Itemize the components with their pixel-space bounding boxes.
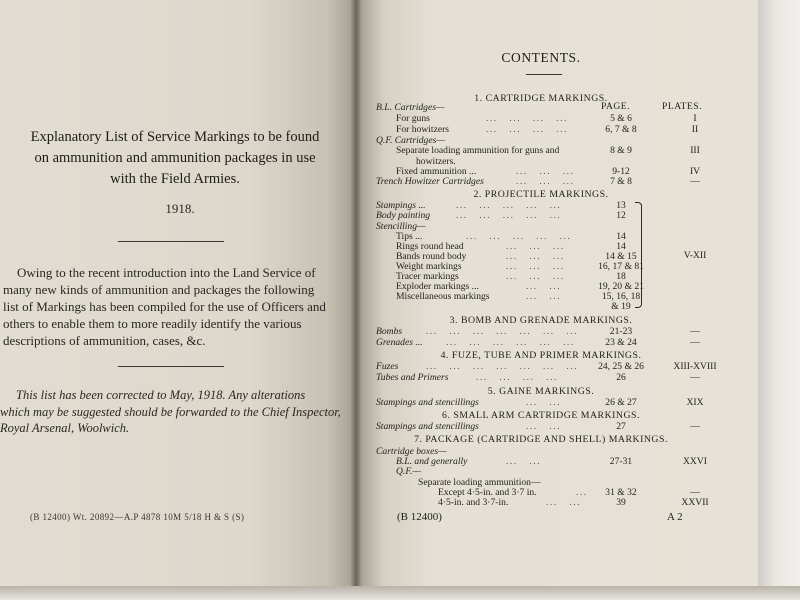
entry-label: B.L. Cartridges— <box>376 102 445 113</box>
leader-dots: ... ... ... ... ... <box>456 200 562 211</box>
entry-label: Tubes and Primers <box>376 372 449 383</box>
intro-line: others to enable them to more readily identify the various <box>3 316 302 331</box>
divider-rule <box>118 241 224 242</box>
page-signature: A 2 <box>667 511 683 523</box>
leader-dots: ... ... ... <box>506 271 565 282</box>
entry-plate: IV <box>689 166 701 177</box>
leader-dots: ... ... ... ... ... ... ... <box>426 326 579 337</box>
intro-paragraph <box>3 264 351 349</box>
entry-label: Bombs <box>376 326 403 337</box>
leader-dots: ... ... ... ... <box>486 113 568 124</box>
entry-label: Exploder markings ... <box>396 281 479 292</box>
entry-page: 26 & 27 <box>605 397 637 408</box>
leader-dots: ... ... <box>526 291 562 302</box>
entry-label: Separate loading ammunition for guns and <box>396 145 560 156</box>
entry-page: 39 <box>616 497 626 508</box>
toc-entry <box>376 301 736 312</box>
column-header-page: PAGE. <box>601 101 631 112</box>
section-heading: 4. FUZE, TUBE AND PRIMER MARKINGS. <box>440 350 642 361</box>
toc-entry <box>376 421 736 432</box>
entry-label: Grenades ... <box>376 337 423 348</box>
printer-imprint: (B 12400) Wt. 20892—A.P 4878 10M 5/18 H & S (S) <box>30 512 245 522</box>
leader-dots: ... ... ... <box>506 251 565 262</box>
toc-entry <box>376 466 736 477</box>
entry-plate: XIX <box>686 397 704 408</box>
entry-plate: — <box>690 337 700 348</box>
entry-label: Rings round head <box>396 241 464 252</box>
entry-page: 23 & 24 <box>605 337 637 348</box>
entry-page: 12 <box>616 210 626 221</box>
section-heading: 2. PROJECTILE MARKINGS. <box>473 189 609 200</box>
entry-label: Q.F.— <box>396 466 421 477</box>
toc-entry <box>376 497 736 508</box>
title-line: on ammunition and ammunition packages in use <box>34 150 316 166</box>
entry-plate: — <box>690 326 700 337</box>
entry-page: 5 & 6 <box>610 113 632 124</box>
toc-entry <box>376 113 736 124</box>
entry-page: 18 <box>616 271 626 282</box>
leader-dots: ... ... <box>526 421 562 432</box>
leader-dots: ... ... <box>526 281 562 292</box>
toc-entry <box>376 176 736 187</box>
section-heading: 1. CARTRIDGE MARKINGS. <box>474 93 608 104</box>
leader-dots: ... ... <box>546 497 582 508</box>
entry-plate: XXVII <box>681 497 709 508</box>
entry-label: Stampings and stencillings <box>376 397 479 408</box>
entry-label: Trench Howitzer Cartridges <box>376 176 484 187</box>
entry-label: Stampings ... <box>376 200 426 211</box>
entry-plate: XXVI <box>683 456 707 467</box>
intro-line: Owing to the recent introduction into the Land Service of <box>17 265 316 280</box>
entry-page: 7 & 8 <box>610 176 632 187</box>
leader-dots: ... ... ... <box>506 241 565 252</box>
entry-page: 24, 25 & 26 <box>598 361 644 372</box>
page-edge-bottom <box>0 586 800 600</box>
entry-label: Stencilling— <box>376 221 426 232</box>
toc-entry <box>376 210 736 221</box>
contents-heading: CONTENTS. <box>501 50 581 65</box>
intro-line: many new kinds of ammunition and packages the following <box>3 282 315 297</box>
toc-entry <box>376 250 736 261</box>
entry-plate: I <box>693 113 697 124</box>
entry-plate: III <box>690 145 700 156</box>
toc-entry <box>376 372 736 383</box>
section-heading: 3. BOMB AND GRENADE MARKINGS. <box>449 315 633 326</box>
entry-page: 21-23 <box>609 326 633 337</box>
entry-plate: XIII-XVIII <box>673 361 717 372</box>
entry-label: Except 4·5-in. and 3·7 in. <box>438 487 537 498</box>
entry-label: Cartridge boxes— <box>376 446 447 457</box>
leader-dots: ... ... <box>526 397 562 408</box>
entry-label: Body painting <box>376 210 431 221</box>
document-title <box>0 127 350 190</box>
entry-label: Miscellaneous markings <box>396 291 490 302</box>
entry-page: & 19 <box>611 301 631 312</box>
title-line: with the Field Armies. <box>110 171 240 187</box>
entry-page: 15, 16, 18 <box>601 291 641 302</box>
entry-label: For guns <box>396 113 430 124</box>
entry-label: Separate loading ammunition— <box>418 477 541 488</box>
entry-label: For howitzers <box>396 124 450 135</box>
leader-dots: ... ... <box>506 456 542 467</box>
entry-page: 8 & 9 <box>610 145 632 156</box>
column-header-plates: PLATES. <box>662 101 703 112</box>
toc-entry <box>376 145 736 156</box>
contents-rule <box>526 74 562 75</box>
leader-dots: ... ... ... <box>516 176 575 187</box>
note-line: This list has been corrected to May, 1918. Any alterations <box>16 388 306 402</box>
entry-page: 14 & 15 <box>605 251 637 262</box>
entry-plate: — <box>690 421 700 432</box>
toc-entry <box>376 397 736 408</box>
note-line: Royal Arsenal, Woolwich. <box>0 421 130 435</box>
toc-entry <box>376 326 736 337</box>
leader-dots: ... ... ... ... ... <box>456 210 562 221</box>
leader-dots: ... ... ... ... <box>476 372 558 383</box>
entry-page: 6, 7 & 8 <box>605 124 637 135</box>
leader-dots: ... ... ... ... ... <box>466 231 572 242</box>
document-year: 1918. <box>165 201 195 216</box>
entry-label: Stampings and stencillings <box>376 421 479 432</box>
entry-plate: — <box>690 372 700 383</box>
entry-page: 9-12 <box>612 166 630 177</box>
leader-dots: ... ... ... ... ... ... <box>446 337 575 348</box>
section-heading: 6. SMALL ARM CARTRIDGE MARKINGS. <box>442 410 640 421</box>
entry-page: 31 & 32 <box>605 487 637 498</box>
entry-plate: — <box>690 176 700 187</box>
toc-entry <box>376 337 736 348</box>
toc-entry <box>376 124 736 135</box>
intro-line: descriptions of ammunition, cases, &c. <box>3 333 206 348</box>
entry-page: 19, 20 & 21 <box>598 281 644 292</box>
entry-label: Bands round body <box>396 251 467 262</box>
leader-dots: ... ... ... <box>506 261 565 272</box>
entry-page: 27 <box>616 421 626 432</box>
divider-rule <box>118 366 224 367</box>
entry-page: 14 <box>616 231 626 242</box>
entry-label: B.L. and generally <box>396 456 468 467</box>
entry-label: Fixed ammunition ... <box>396 166 477 177</box>
entry-label: 4·5-in. and 3·7-in. <box>438 497 509 508</box>
title-line: Explanatory List of Service Markings to be found <box>30 129 320 145</box>
entry-plate: — <box>690 487 700 498</box>
section-heading: 5. GAINE MARKINGS. <box>487 386 595 397</box>
book-gutter <box>350 0 362 590</box>
section-heading: 7. PACKAGE (CARTRIDGE AND SHELL) MARKINGS. <box>414 434 668 445</box>
entry-label: Tips ... <box>396 231 423 242</box>
entry-label: Fuzes <box>376 361 399 372</box>
correction-note <box>0 387 355 437</box>
leader-dots: ... ... ... ... <box>486 124 568 135</box>
entry-label: howitzers. <box>416 156 456 167</box>
leader-dots: ... ... ... ... ... ... ... <box>426 361 579 372</box>
entry-page: 27-31 <box>609 456 633 467</box>
leader-dots: ... <box>576 487 588 498</box>
entry-page: 26 <box>616 372 626 383</box>
toc-entry <box>376 361 736 372</box>
entry-plate: II <box>691 124 699 135</box>
entry-label: Q.F. Cartridges— <box>376 135 445 146</box>
printer-signature: (B 12400) <box>397 511 442 523</box>
page-edge <box>758 0 800 600</box>
entry-label: Weight markings <box>396 261 462 272</box>
entry-label: Tracer markings <box>396 271 459 282</box>
toc-entry <box>376 102 736 113</box>
note-line: which may be suggested should be forwarded to the Chief Inspector, <box>0 404 341 419</box>
entry-page: 13 <box>616 200 626 211</box>
entry-plate: V-XII <box>683 250 707 261</box>
entry-page: 14 <box>616 241 626 252</box>
intro-line: list of Markings has been compiled for the use of Officers and <box>3 299 326 314</box>
entry-page: 16, 17 & 81 <box>598 261 644 272</box>
leader-dots: ... ... ... <box>516 166 575 177</box>
